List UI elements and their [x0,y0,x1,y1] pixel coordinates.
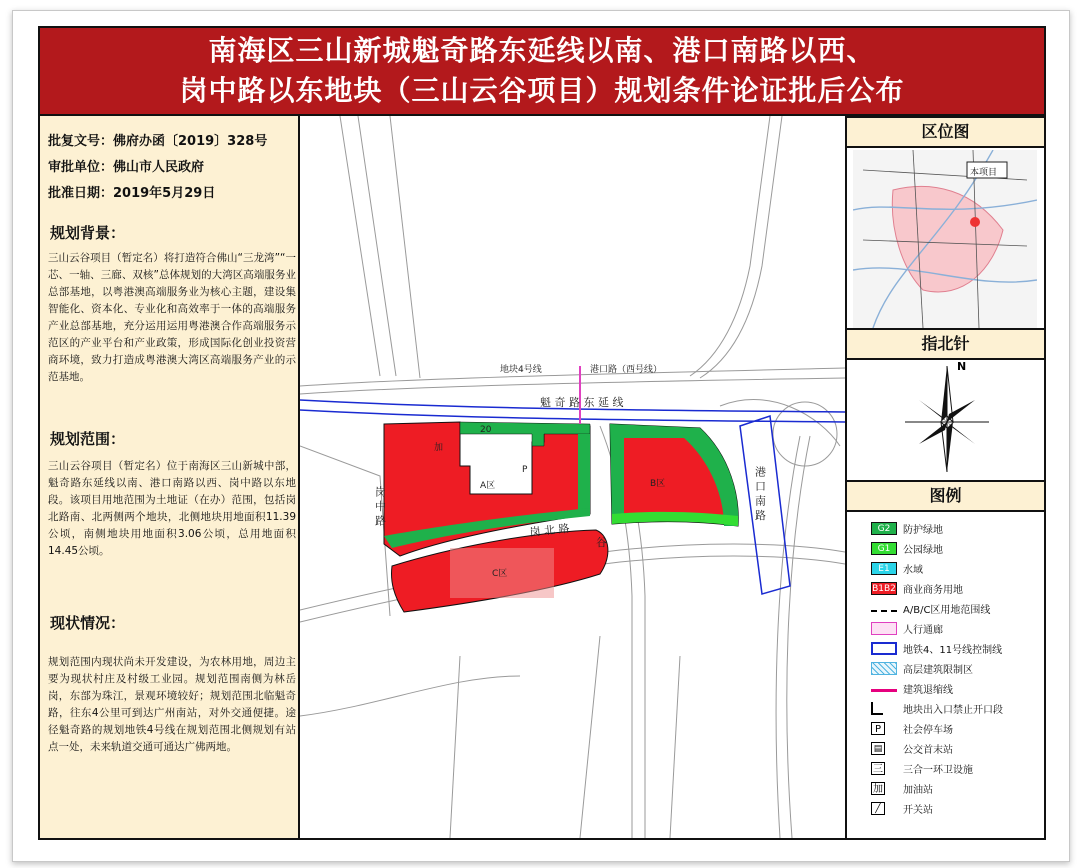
location-tag: 本项目 [970,168,998,178]
legend-label: 高层建筑限制区 [903,664,973,676]
green-strip-label: 20 [480,425,492,435]
site-plan-svg [300,116,845,838]
legend-swatch: G1 [871,542,897,555]
legend-item [871,800,933,816]
parking-label: P [522,465,528,475]
legend-label: A/B/C区用地范围线 [903,604,991,616]
switch-icon: ╱ [871,802,885,815]
road-label-gangzhong: 岗 中 路 [373,486,387,526]
zone-a-label: A区 [480,481,496,491]
north-arrow-title: 指北针 [847,328,1044,360]
bus-icon: ▤ [871,742,885,755]
legend-label: 公交首末站 [903,744,953,756]
legend-item [871,740,953,756]
dash-dot-line-icon [871,605,897,612]
legend-label: 人行通廊 [903,624,943,636]
title-banner [38,26,1046,116]
location-map-title: 区位图 [847,116,1044,148]
legend-item [871,760,973,776]
legend-item [871,620,943,636]
scope-title: 规划范围： [50,430,126,448]
road-label-gangbei: 岗 北 路 [528,521,571,539]
background-body: 三山云谷项目（暂定名）将打造符合佛山“三龙湾”“一芯、一轴、三廊、双核”总体规划的大湾区高端服务业总部基地，以粤港澳高端服务业为核心主题，建设集智能化、资本化、专业化和高效率于一体的高端服务产业总部基地，充分运用运用粤港澳合作高端服务示范区的产业平台和产业政策，形成国际化创业投资营商环境，致力打造成粤港澳大湾区高端服务产业的示范基地。 [48,252,296,383]
road-label-gu: 谷 [596,536,607,549]
location-map [853,150,1037,328]
metro4-label: 地块4号线 [500,365,542,375]
bracket-icon [871,702,883,715]
legend-label: 地块出入口禁止开口段 [903,704,1003,716]
legend-item [871,700,1003,716]
station-label: 港口路（西号线） [590,365,663,375]
approval-authority: 审批单位：佛山市人民政府 [48,160,205,175]
legend-item [871,600,990,616]
zone-c-label: C区 [492,569,508,579]
approval-date: 批准日期：2019年5月29日 [48,186,216,201]
legend-item [871,780,933,796]
location-map-svg [853,150,1037,328]
legend-swatch: E1 [871,562,897,575]
corridor-icon [871,622,897,635]
legend-item [871,660,973,676]
legend-label: 三合一环卫设施 [903,764,973,776]
letter-box-icon: P [871,722,885,735]
legend-item [871,540,943,556]
outline-box-icon [871,642,897,655]
legend-label: 加油站 [903,784,933,796]
legend-swatch: B1B2 [872,583,896,594]
legend-item [871,640,1002,656]
title-line-2: 岗中路以东地块（三山云谷项目）规划条件论证批后公布 [179,74,905,107]
legend-label: 水域 [903,564,923,576]
legend-item [871,520,943,536]
legend-item [871,560,923,576]
scope-body: 三山云谷项目（暂定名）位于南海区三山新城中部，魁奇路东延线以南、港口南路以西、岗中路以东地段。该项目用地范围为土地证（在办）范围，包括岗北路南、北两侧两个地块，北侧地块用地面积11.39公顷，南侧地块用地面积3.06公顷，总用地面积14.45公顷。 [48,460,296,557]
letter-box-icon: 加 [873,783,883,795]
thick-line-icon [871,684,897,692]
status-body: 规划范围内现状尚未开发建设，为农林用地，周边主要为现状村庄及村级工业园。规划范围南侧为林岳岗，东部为珠江，景观环境较好；规划范围北临魁奇路，往东4公里可到达广州南站，对外交通便捷。途径魁奇路的规划地铁4号线在规划范围北侧规划有站点一处，未来轨道交通可通达广佛两地。 [48,656,296,753]
legend-label: 社会停车场 [903,724,953,736]
hatch-box-icon [871,662,897,675]
project-location-marker [970,217,980,227]
legend-label: 地铁4、11号线控制线 [903,644,1003,656]
north-arrow-icon [905,360,989,472]
road-label-kuiqi: 魁 奇 路 东 延 线 [540,396,624,409]
legend-label: 开关站 [903,804,933,816]
legend-item [871,720,953,736]
info-panel [38,116,300,840]
zone-b-label: B区 [650,479,666,489]
legend-label: 商业商务用地 [903,584,963,596]
legend-title: 图例 [847,480,1044,512]
zone-a-green-east [578,434,590,516]
gas-station-label: 加 [434,443,444,453]
status-title: 现状情况： [50,614,126,632]
approval-doc-number: 批复文号：佛府办函〔2019〕328号 [48,134,268,149]
letter-box-icon: 三 [873,763,883,775]
legend-item [871,680,953,696]
legend-swatch: G2 [871,522,897,535]
site-plan-map [300,116,845,840]
north-letter: N [957,360,967,373]
legend-label: 公园绿地 [903,544,943,556]
background-title: 规划背景： [50,224,126,242]
title-line-1: 南海区三山新城魁奇路东延线以南、港口南路以西、 [208,34,876,67]
legend-item [871,580,963,596]
legend-label: 建筑退缩线 [903,684,953,696]
side-panel [845,116,1046,840]
road-label-gangkounan: 港 口 南 路 [753,466,767,521]
legend-label: 防护绿地 [903,524,943,536]
